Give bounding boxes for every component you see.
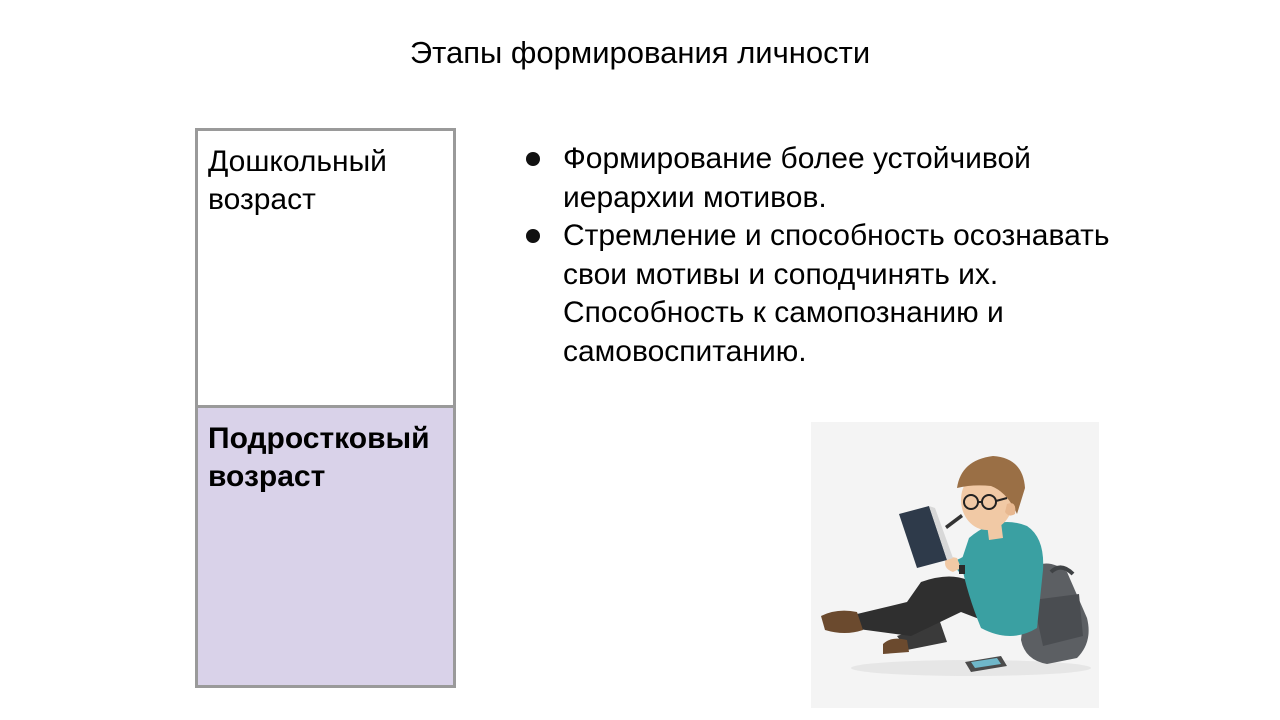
bullet-icon (526, 152, 540, 166)
stage-cell-preschool: Дошкольный возраст (195, 128, 456, 408)
bullet-text: Формирование более устойчивой иерархии мотивов. (563, 142, 1031, 214)
shoe-front (821, 611, 863, 633)
bullet-item (522, 217, 1122, 371)
student-reading-illustration (811, 422, 1099, 708)
stage-cell-adolescent: Подростковый возраст (195, 405, 456, 688)
slide-title: Этапы формирования личности (409, 35, 871, 70)
bullet-text: Стремление и способность осознавать свои мотивы и соподчинять их. Способность к самопознанию и самовоспитанию. (563, 219, 1110, 368)
bullet-item (522, 140, 1122, 217)
watch (959, 565, 965, 574)
bullet-icon (526, 229, 540, 243)
stages-table (195, 128, 456, 688)
bullet-list (522, 140, 1122, 371)
